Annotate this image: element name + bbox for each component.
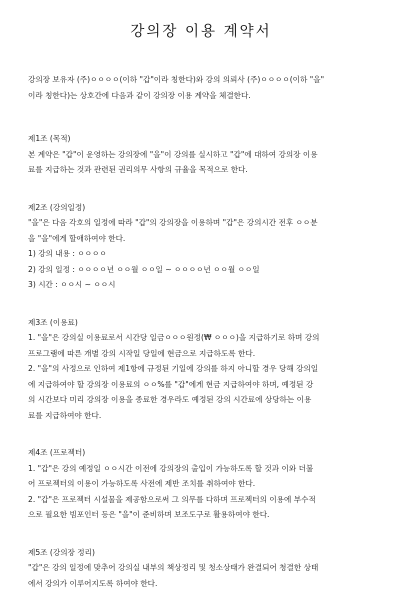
article-paragraph: 1. "을"은 강의실 이용료로서 시간당 일금ㅇㅇㅇ원정(₩ ㅇㅇㅇ)을 지급하기로 하며 강의 프로그램에 따른 개별 강의 시작일 당일에 현금으로 지급하도록 한다. [28, 330, 374, 361]
article-1 [28, 131, 374, 178]
document-title: 강의장 이용 계약서 [28, 22, 374, 42]
article-paragraph: 본 계약은 "갑"이 운영하는 강의장에 "을"이 강의를 실시하고 "갑"에 대하여 강의장 이용 료를 지급하는 것과 관련된 권리의무 사항의 규율을 목적으로 한다. [28, 147, 374, 178]
article-item: 3) 시간 : ㅇㅇ시 ~ ㅇㅇ시 [28, 277, 374, 293]
article-2 [28, 200, 374, 293]
article-item: 2) 강의 일정 : ㅇㅇㅇㅇ년 ㅇㅇ월 ㅇㅇ일 ~ ㅇㅇㅇㅇ년 ㅇㅇ월 ㅇㅇ일 [28, 262, 374, 278]
article-heading: 제3조 (이용료) [28, 315, 374, 331]
article-5 [28, 545, 374, 591]
article-heading: 제5조 (강의장 정리) [28, 545, 374, 561]
intro-paragraph: 강의장 보유자 (주)ㅇㅇㅇㅇ(이하 "갑"이라 칭한다)와 강의 의뢰사 (주)ㅇㅇㅇㅇ(이하 "을" 이라 칭한다)는 상호간에 다음과 같이 강의장 이용 계약을 체결한다. [28, 72, 374, 103]
article-3 [28, 315, 374, 424]
article-item: 1) 강의 내용 : ㅇㅇㅇㅇ [28, 246, 374, 262]
article-paragraph: 2. "을"의 사정으로 인하여 제1항에 규정된 기일에 강의를 하지 아니할 경우 당해 강의일 에 지급하여야 할 강의장 이용료의 ㅇㅇ%를 "갑"에게 현금 지급하여야 하며, 예정된 강 의 시간보다 미리 강의장 이용을 종료한 경우라도 예정된 강의 시간료에 상당하는 이용 료를 지급하여야 한다. [28, 361, 374, 423]
article-heading: 제1조 (목적) [28, 131, 374, 147]
article-paragraph: "을"은 다음 각호의 일정에 따라 "갑"의 강의장을 이용하며 "갑"은 강의시간 전후 ㅇㅇ분 을 "을"에게 할애하여야 한다. [28, 215, 374, 246]
article-heading: 제4조 (프로젝터) [28, 445, 374, 461]
article-paragraph: 2. "갑"은 프로젝터 시설물을 제공함으로써 그 의무를 다하며 프로젝터의 이용에 부수적 으로 필요한 빔포인터 등은 "을"이 준비하며 보조도구로 활용하여야 한다. [28, 492, 374, 523]
article-paragraph: 1. "갑"은 강의 예정일 ㅇㅇ시간 이전에 강의장의 출입이 가능하도록 할 것과 이와 더불 어 프로젝터의 이용이 가능하도록 사전에 제반 조치를 취하여야 한다. [28, 461, 374, 492]
article-paragraph: "갑"은 강의 일정에 맞추어 강의실 내부의 책상정리 및 청소상태가 완결되어 청결한 상태 에서 강의가 이루어지도록 하여야 한다. [28, 560, 374, 591]
article-4 [28, 445, 374, 523]
article-heading: 제2조 (강의일정) [28, 200, 374, 216]
